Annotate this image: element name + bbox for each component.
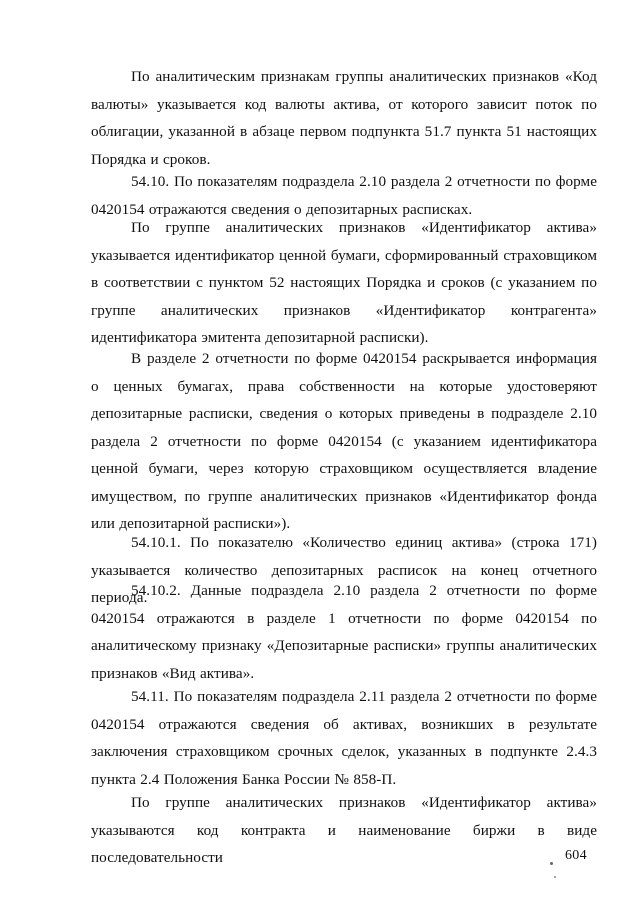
paragraph-section-2-disclosure: В разделе 2 отчетности по форме 0420154 раскрывается информация о ценных бумагах, права собственности на которые удостоверяют депозитарные расписки, сведения о которых приведены в подразделе 2.10 раздела 2 отчетности по форме 0420154 (с указанием идентификатора ценной бумаги, через которую страховщиком осуществляется владение имуществом, по группе аналитических признаков «Идентификатор фонда или депозитарной расписки»).: [91, 350, 597, 532]
paragraph-54-11: 54.11. По показателям подраздела 2.11 раздела 2 отчетности по форме 0420154 отражаются сведения об активах, возникших в результате заключения страховщиком срочных сделок, указанных в подпункте 2.4.3 пункта 2.4 Положения Банка России № 858-П.: [91, 688, 597, 788]
scan-speck: [550, 862, 553, 865]
page-number: 604: [565, 848, 587, 863]
paragraph-asset-identifier: По группе аналитических признаков «Идентификатор актива» указывается идентификатор ценной бумаги, сформированный страховщиком в соответствии с пунктом 52 настоящих Порядка и сроков (с указанием по группе аналитических признаков «Идентификатор контрагента» идентификатора эмитента депозитарной расписки).: [91, 219, 597, 346]
paragraph-currency-code: По аналитическим признакам группы аналитических признаков «Код валюты» указывается код валюты актива, от которого зависит поток по облигации, указанной в абзаце первом подпункта 51.7 пункта 51 настоящих Порядка и сроков.: [91, 68, 597, 168]
paragraph-54-10-1: 54.10.1. По показателю «Количество единиц актива» (строка 171) указывается количество депозитарных расписок на конец отчетного периода.: [91, 534, 597, 606]
paragraph-contract-code: По группе аналитических признаков «Идентификатор актива» указываются код контракта и наименование биржи в виде последовательности: [91, 794, 597, 866]
paragraph-54-10: 54.10. По показателям подраздела 2.10 раздела 2 отчетности по форме 0420154 отражаются сведения о депозитарных расписках.: [91, 173, 597, 218]
scan-speck: [554, 876, 556, 878]
paragraph-54-10-2: 54.10.2. Данные подраздела 2.10 раздела 2 отчетности по форме 0420154 отражаются в разделе 1 отчетности по форме 0420154 по аналитическому признаку «Депозитарные расписки» группы аналитических признаков «Вид актива».: [91, 582, 597, 682]
